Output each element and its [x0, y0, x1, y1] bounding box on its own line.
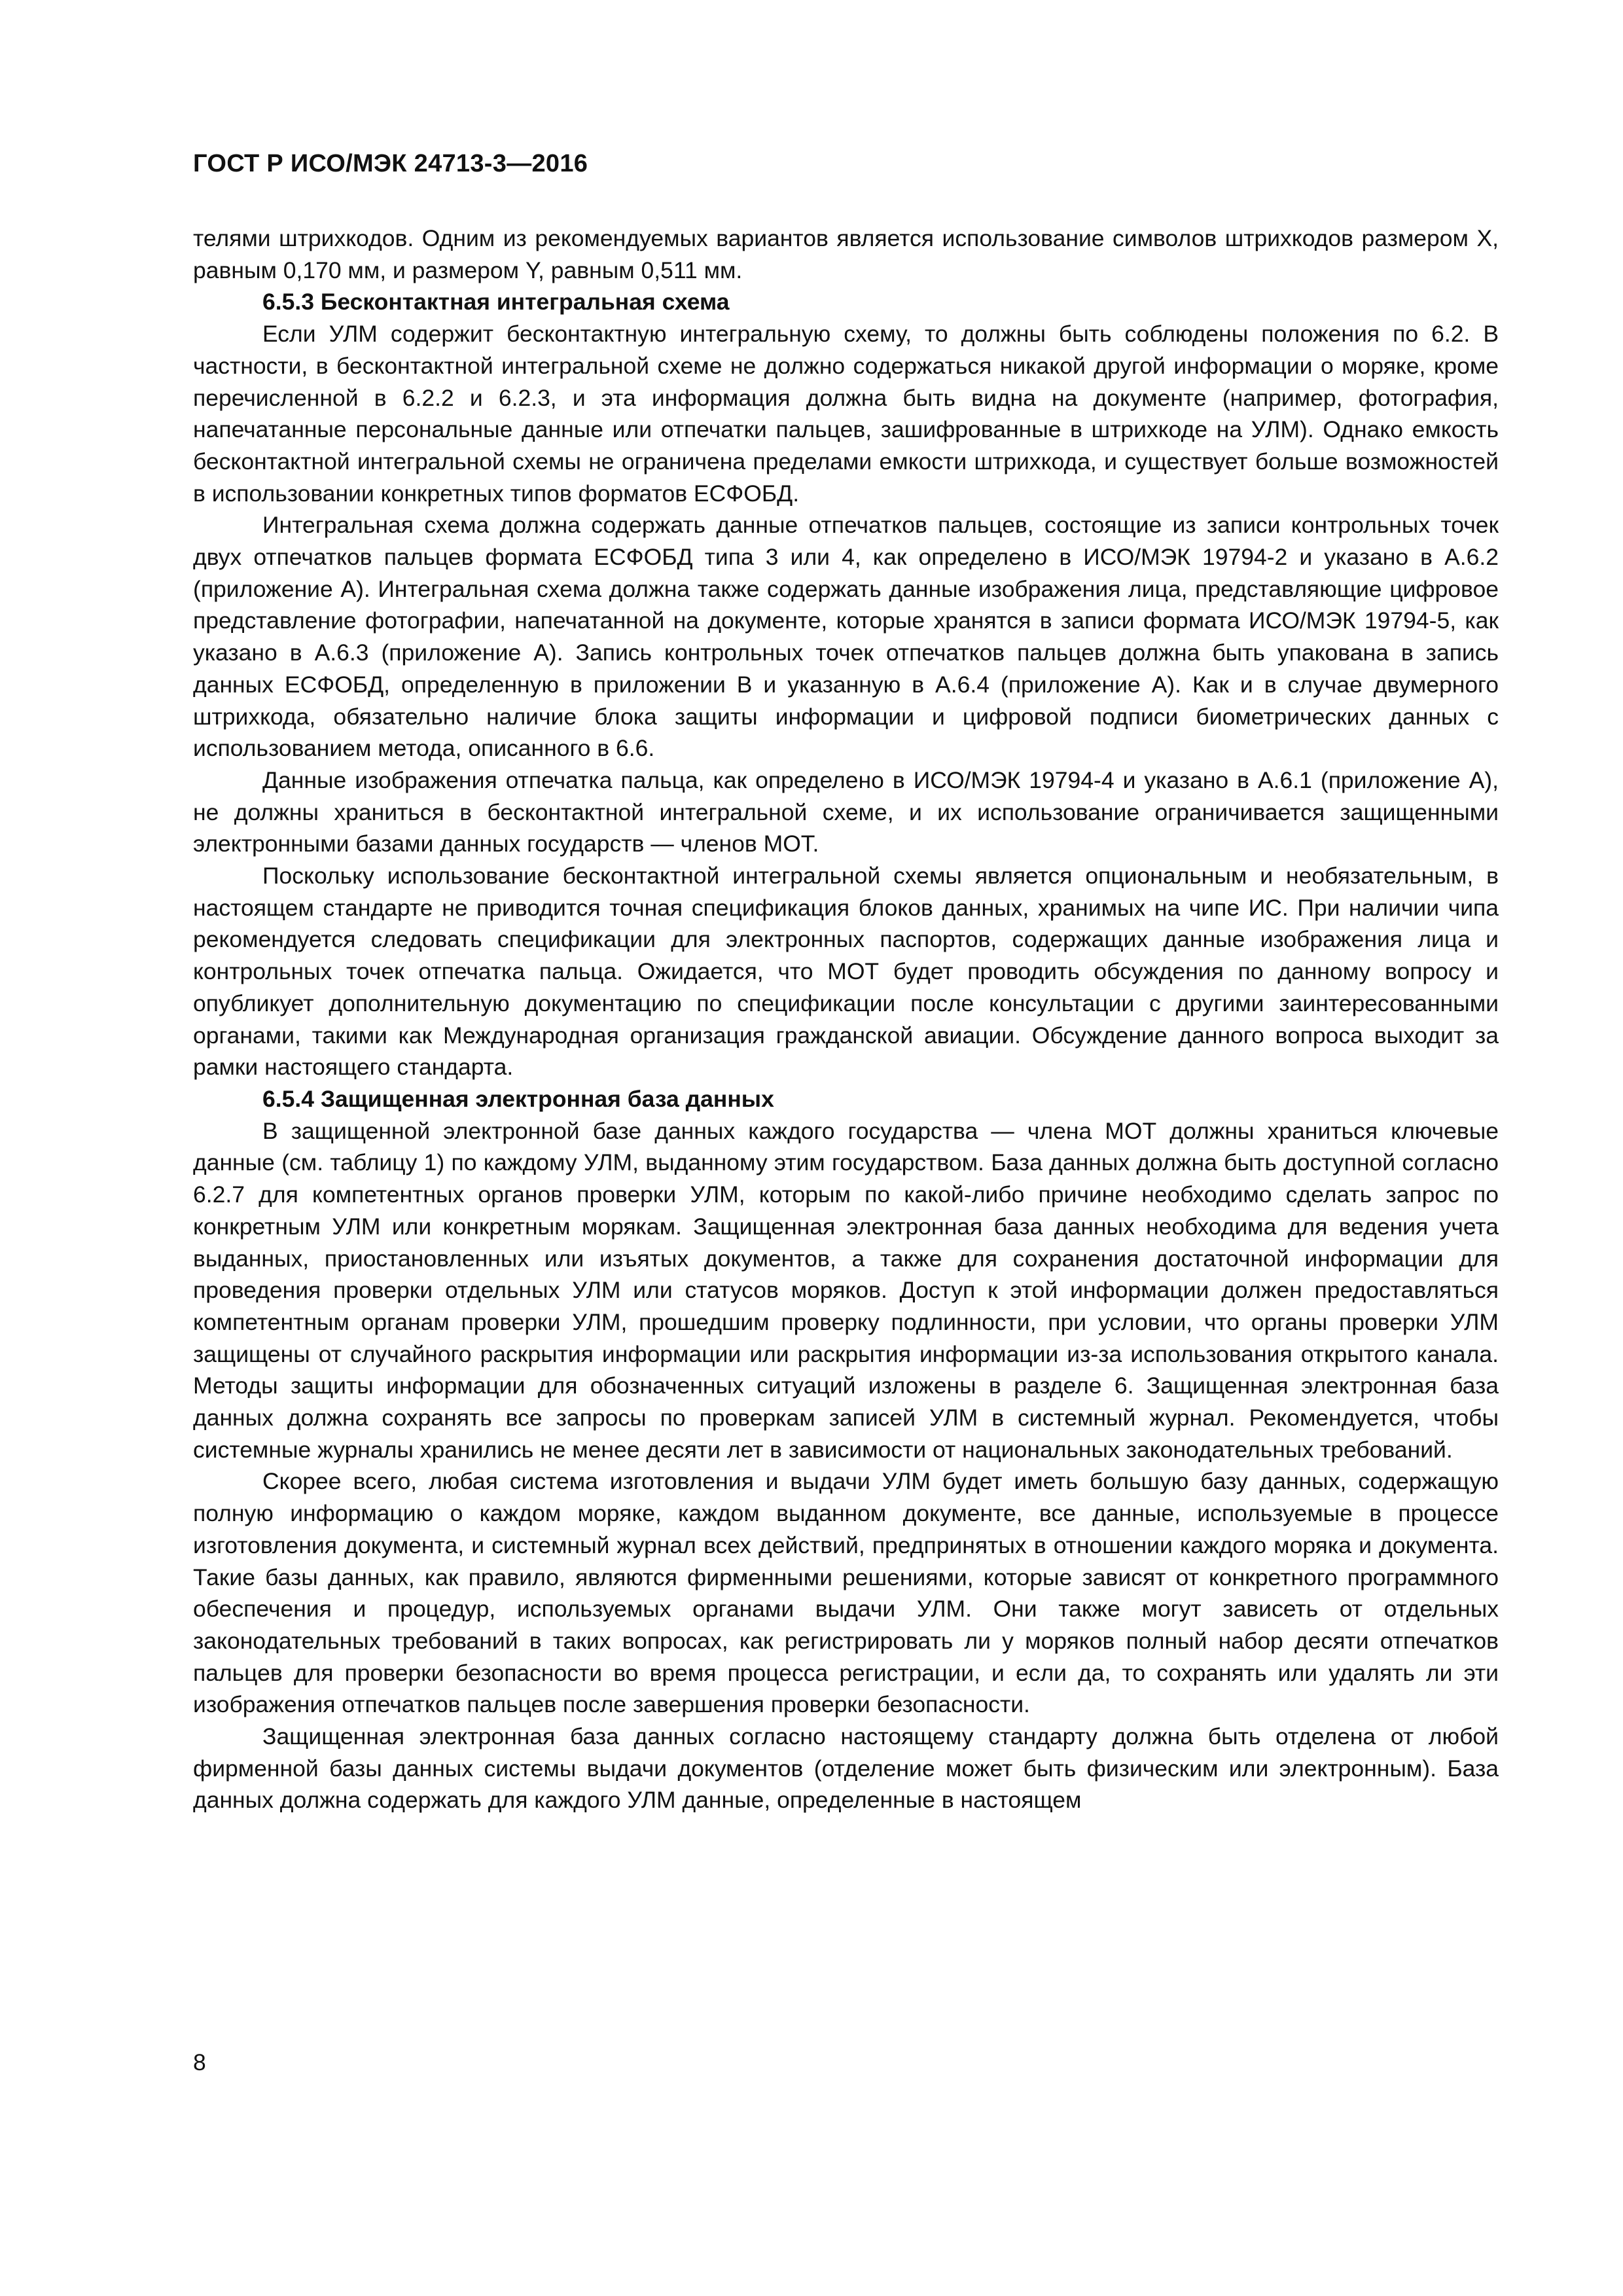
paragraph-6-5-4-3: Защищенная электронная база данных согласно настоящему стандарту должна быть отделена от любой фирменной базы данных системы выдачи документов (отделение может быть физическим или электронным). База данных должна содержать для каждого УЛМ данные, определенные в настоящем: [193, 1723, 1499, 1814]
page-number: 8: [193, 2049, 206, 2075]
paragraph-6-5-4-1: В защищенной электронной базе данных каждого государства — члена МОТ должны храниться ключевые данные (см. таблицу 1) по каждому УЛМ, выданному этим государством. База данных должна быть доступной согласно 6.2.7 для компетентных органов проверки УЛМ, которым по какой-либо причине необходимо сделать запрос по конкретным УЛМ или конкретным морякам. Защищенная электронная база данных необходима для ведения учета выданных, приостановленных или изъятых документов, а также для сохранения достаточной информации для проведения проверки отдельных УЛМ или статусов моряков. Доступ к этой информации должен предоставляться компетентным органам проверки УЛМ, прошедшим проверку подлинности, при условии, что органы проверки УЛМ защищены от случайного раскрытия информации или раскрытия информации из-за использования открытого канала. Методы защиты информации для обозначенных ситуаций изложены в разделе 6. Защищенная электронная база данных должна сохранять все запросы по проверкам записей УЛМ в системный журнал. Рекомендуется, чтобы системные журналы хранились не менее десяти лет в зависимости от национальных законодательных требований.: [193, 1117, 1499, 1463]
paragraph-6-5-3-1: Если УЛМ содержит бесконтактную интегральную схему, то должны быть соблюдены положения по 6.2. В частности, в бесконтактной интегральной схеме не должно содержаться никакой другой информации о моряке, кроме перечисленной в 6.2.2 и 6.2.3, и эта информация должна быть видна на документе (например, фотография, напечатанные персональные данные или отпечатки пальцев, зашифрованные в штрихкоде на УЛМ). Однако емкость бесконтактной интегральной схемы не ограничена пределами емкости штрихкода, и существует больше возможностей в использовании конкретных типов форматов ЕСФОБД.: [193, 321, 1499, 507]
paragraph-6-5-4-2: Скорее всего, любая система изготовления и выдачи УЛМ будет иметь большую базу данных, содержащую полную информацию о каждом моряке, каждом выданном документе, все данные, используемые в процессе изготовления документа, и системный журнал всех действий, предпринятых в отношении каждого моряка и документа. Такие базы данных, как правило, являются фирменными решениями, которые зависят от конкретного программного обеспечения и процедур, используемых органами выдачи УЛМ. Они также могут зависеть от отдельных законодательных требований в таких вопросах, как регистрировать ли у моряков полный набор десяти отпечатков пальцев для проверки безопасности во время процесса регистрации, и если да, то сохранять или удалять ли эти изображения отпечатков пальцев после завершения проверки безопасности.: [193, 1468, 1499, 1718]
paragraph-6-5-3-4: Поскольку использование бесконтактной интегральной схемы является опциональным и необязательным, в настоящем стандарте не приводится точная спецификация блоков данных, хранимых на чипе ИС. При наличии чипа рекомендуется следовать спецификации для электронных паспортов, содержащих данные изображения лица и контрольных точек отпечатка пальца. Ожидается, что МОТ будет проводить обсуждения по данному вопросу и опубликует дополнительную документацию по спецификации после консультации с другими заинтересованными органами, такими как Международная организация гражданской авиации. Обсуждение данного вопроса выходит за рамки настоящего стандарта.: [193, 863, 1499, 1081]
standard-header: ГОСТ Р ИСО/МЭК 24713-3—2016: [193, 150, 588, 177]
section-heading-6-5-4: 6.5.4 Защищенная электронная база данных: [262, 1085, 774, 1112]
section-heading-6-5-3: 6.5.3 Бесконтактная интегральная схема: [262, 289, 730, 315]
main-text: [193, 223, 1499, 1816]
paragraph-6-5-3-3: Данные изображения отпечатка пальца, как определено в ИСО/МЭК 19794-4 и указано в А.6.1 (приложение А), не должны храниться в бесконтактной интегральной схеме, и их использование ограничивается защищенными электронными базами данных государств — членов МОТ.: [193, 766, 1499, 857]
paragraph-continuation: телями штрихкодов. Одним из рекомендуемых вариантов является использование символов штрихкодов размером X, равным 0,170 мм, и размером Y, равным 0,511 мм.: [193, 225, 1499, 283]
paragraph-6-5-3-2: Интегральная схема должна содержать данные отпечатков пальцев, состоящие из записи контрольных точек двух отпечатков пальцев формата ЕСФОБД типа 3 или 4, как определено в ИСО/МЭК 19794-2 и указано в А.6.2 (приложение А). Интегральная схема должна также содержать данные изображения лица, представляющие цифровое представление фотографии, напечатанной на документе, которые хранятся в записи формата ИСО/МЭК 19794-5, как указано в А.6.3 (приложение А). Запись контрольных точек отпечатков пальцев должна быть упакована в запись данных ЕСФОБД, определенную в приложении В и указанную в А.6.4 (приложение А). Как и в случае двумерного штрихкода, обязательно наличие блока защиты информации и цифровой подписи биометрических данных с использованием метода, описанного в 6.6.: [193, 512, 1499, 762]
